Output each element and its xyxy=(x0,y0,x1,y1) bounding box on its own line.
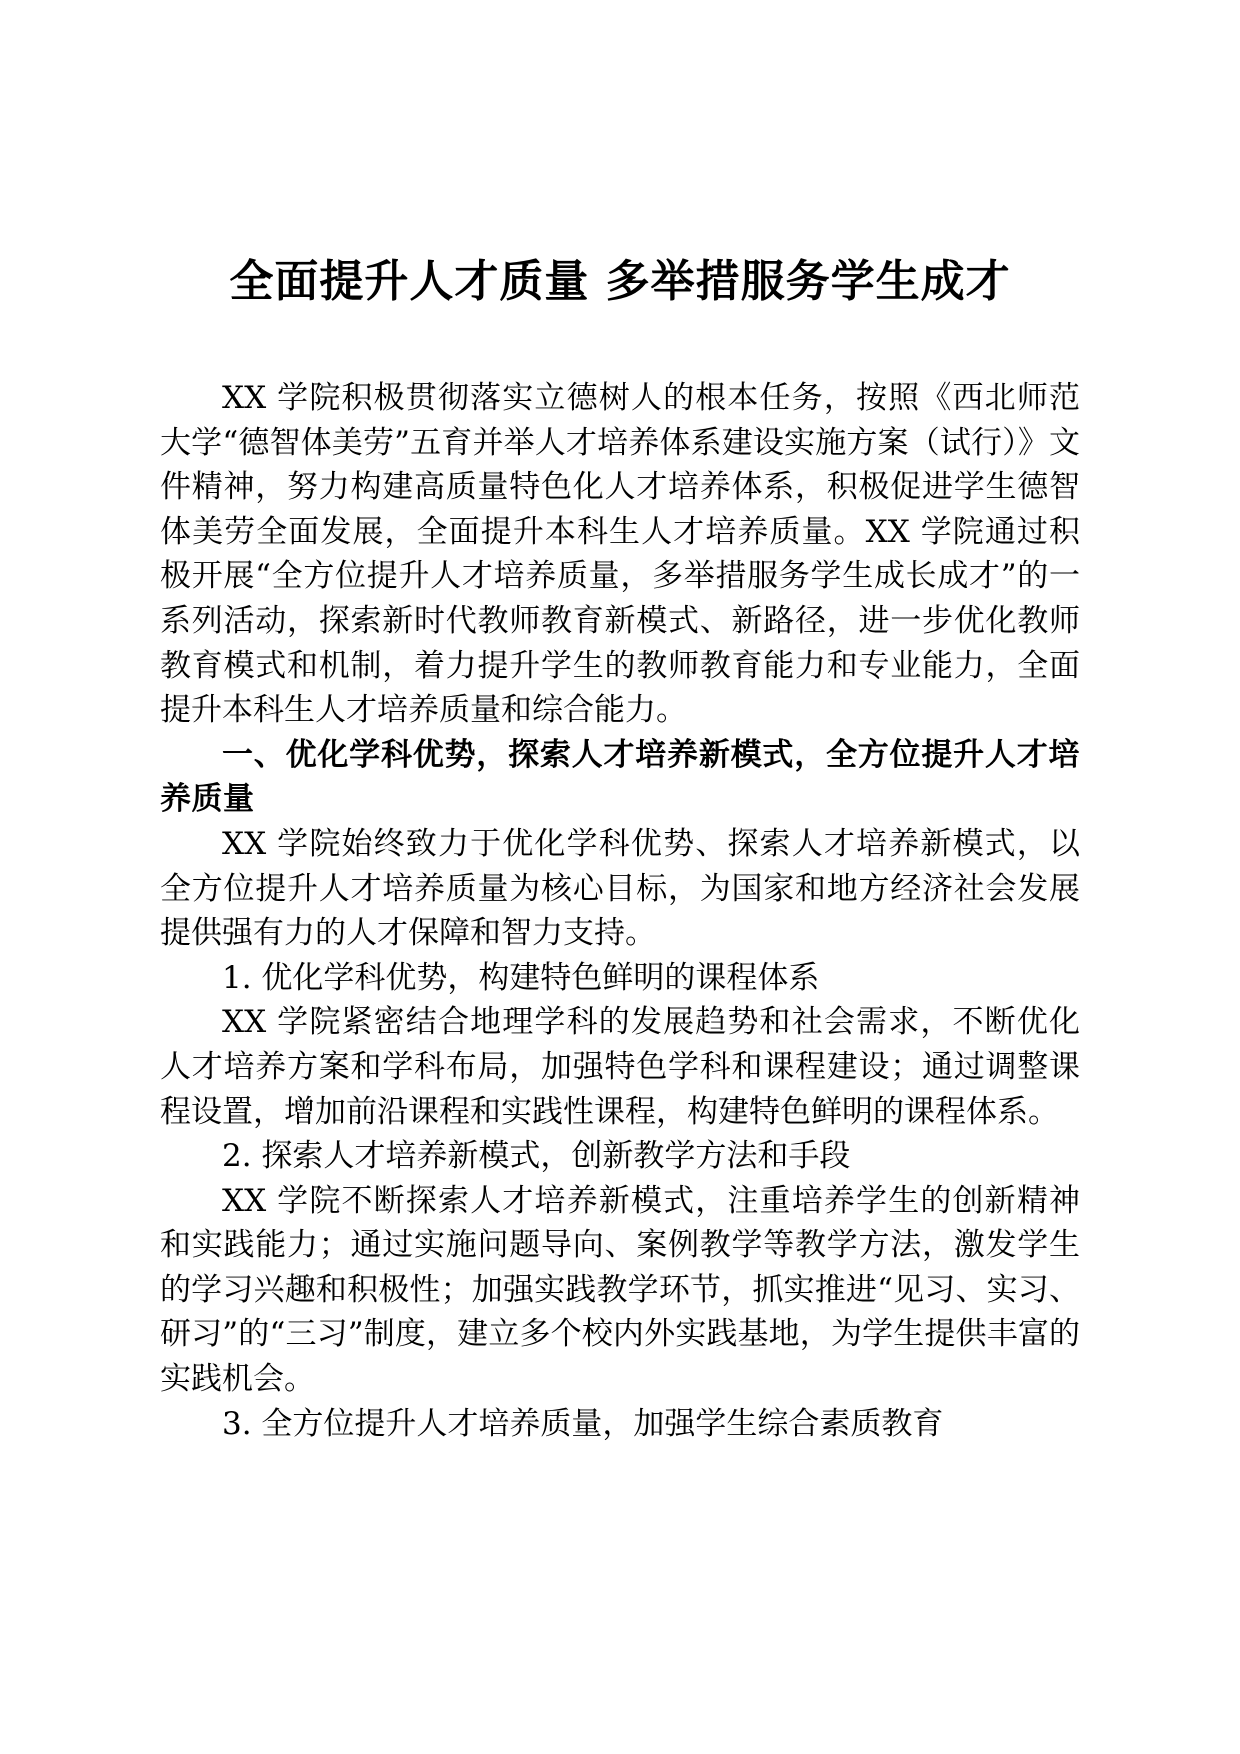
subsection-2-paragraph: XX 学院不断探索人才培养新模式，注重培养学生的创新精神和实践能力；通过实施问题导向、案例教学等教学方法，激发学生的学习兴趣和积极性；加强实践教学环节，抓实推进“见习、实习、研习”的“三习”制度，建立多个校内外实践基地，为学生提供丰富的实践机会。 xyxy=(160,1182,1080,1398)
section-1-paragraph: XX 学院始终致力于优化学科优势、探索人才培养新模式，以全方位提升人才培养质量为核心目标，为国家和地方经济社会发展提供强有力的人才保障和智力支持。 xyxy=(160,825,1080,952)
intro-paragraph: XX 学院积极贯彻落实立德树人的根本任务，按照《西北师范大学“德智体美劳”五育并举人才培养体系建设实施方案（试行）》文件精神，努力构建高质量特色化人才培养体系，积极促进学生德智体美劳全面发展，全面提升本科生人才培养质量。XX 学院通过积极开展“全方位提升人才培养质量，多举措服务学生成长成才”的一系列活动，探索新时代教师教育新模式、新路径，进一步优化教师教育模式和机制，着力提升学生的教师教育能力和专业能力，全面提升本科生人才培养质量和综合能力。 xyxy=(160,380,1080,729)
section-heading-1: 一、优化学科优势，探索人才培养新模式，全方位提升人才培养质量 xyxy=(160,736,1080,818)
subheading-1: 1. 优化学科优势，构建特色鲜明的课程体系 xyxy=(222,959,820,996)
document-body xyxy=(160,376,1080,1446)
subsection-1-paragraph: XX 学院紧密结合地理学科的发展趋势和社会需求，不断优化人才培养方案和学科布局，加强特色学科和课程建设；通过调整课程设置，增加前沿课程和实践性课程，构建特色鲜明的课程体系。 xyxy=(160,1004,1080,1130)
subheading-3: 3. 全方位提升人才培养质量，加强学生综合素质教育 xyxy=(222,1405,944,1442)
document-title: 全面提升人才质量 多举措服务学生成才 xyxy=(229,256,1011,307)
subheading-2: 2. 探索人才培养新模式，创新教学方法和手段 xyxy=(222,1138,851,1175)
